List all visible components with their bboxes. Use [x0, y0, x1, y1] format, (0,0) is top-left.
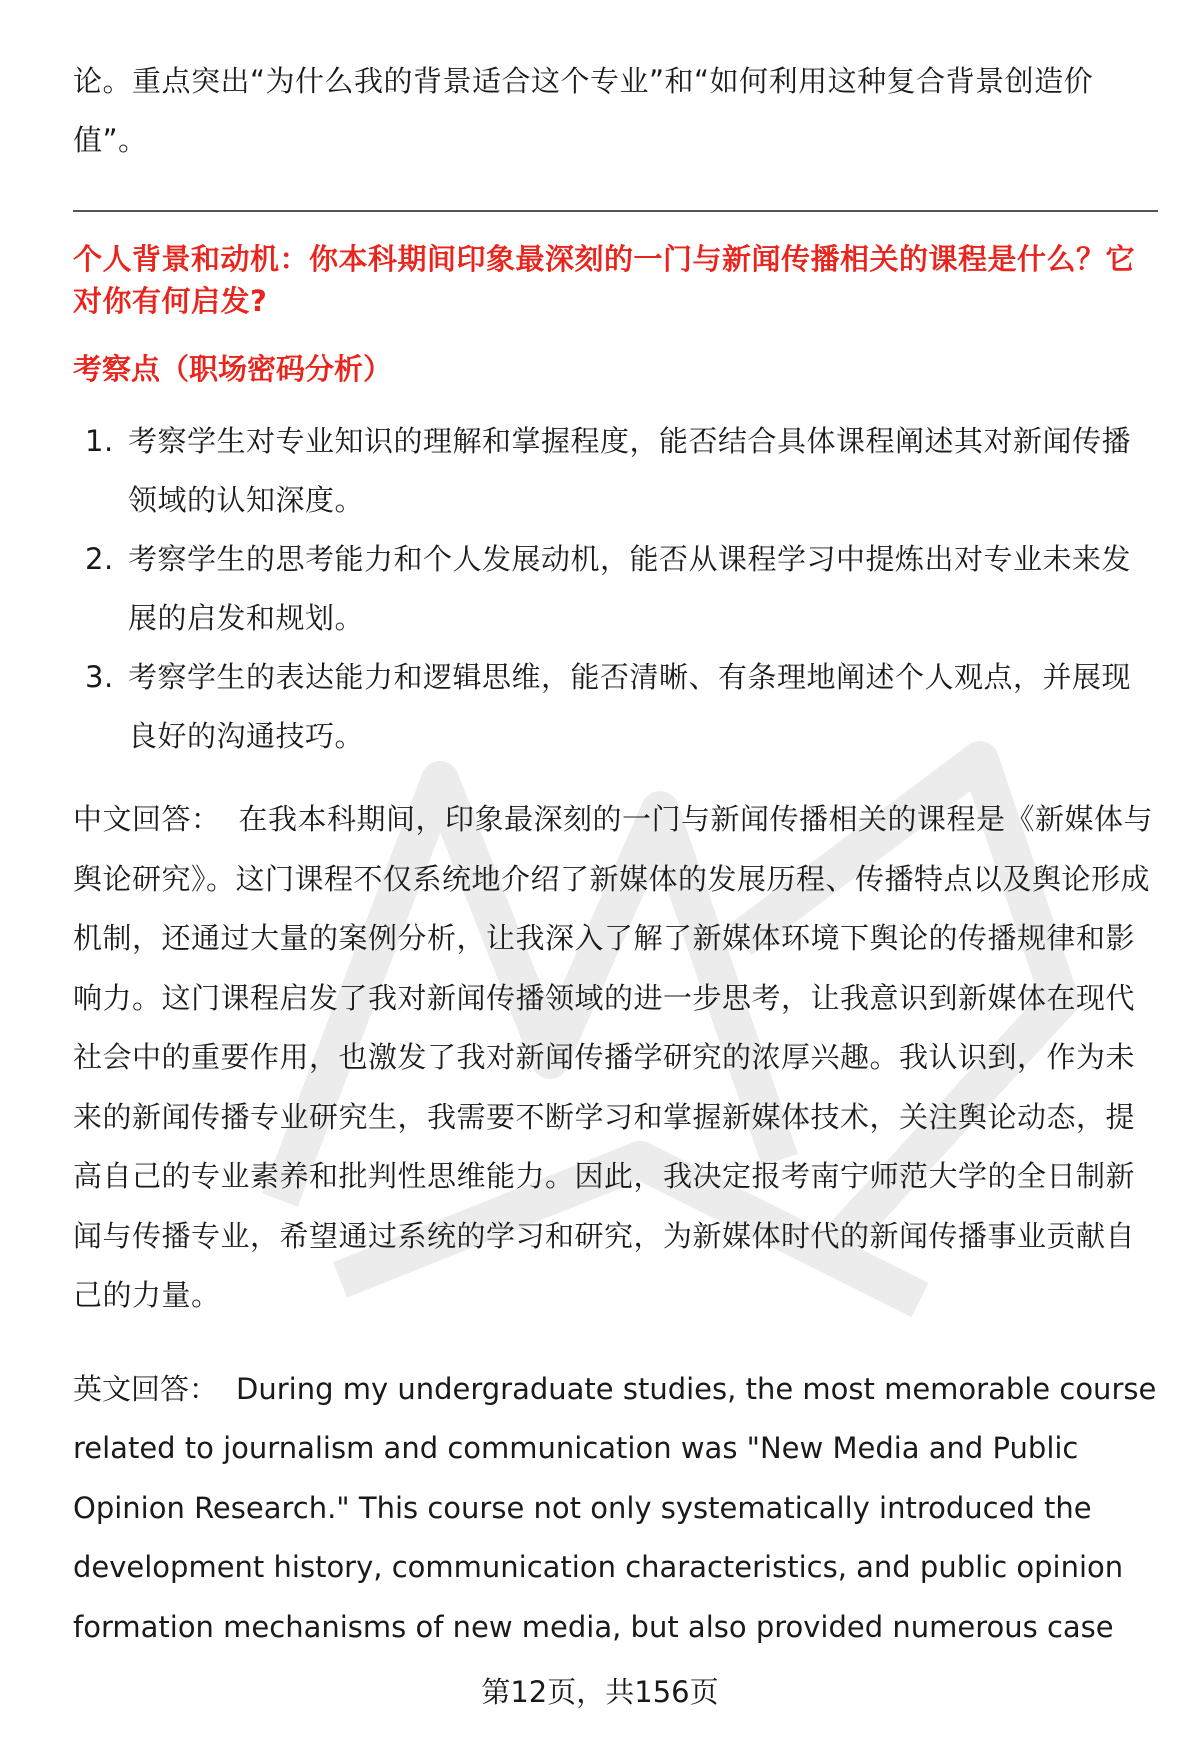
main-content	[73, 52, 1158, 1657]
chinese-answer-text: 在我本科期间，印象最深刻的一门与新闻传播相关的课程是《新媒体与舆论研究》。这门课程不仅系统地介绍了新媒体的发展历程、传播特点以及舆论形成机制，还通过大量的案例分析，让我深入了解了新媒体环境下舆论的传播规律和影响力。这门课程启发了我对新闻传播领域的进一步思考，让我意识到新媒体在现代社会中的重要作用，也激发了我对新闻传播学研究的浓厚兴趣。我认识到，作为未来的新闻传播专业研究生，我需要不断学习和掌握新媒体技术，关注舆论动态，提高自己的专业素养和批判性思维能力。因此，我决定报考南宁师范大学的全日制新闻与传播专业，希望通过系统的学习和研究，为新媒体时代的新闻传播事业贡献自己的力量。	[73, 802, 1154, 1312]
list-number: 2.	[85, 542, 114, 576]
list-number: 1.	[85, 424, 114, 458]
english-answer-label: 英文回答：	[73, 1371, 219, 1406]
list-item	[73, 412, 1158, 530]
list-text: 考察学生的表达能力和逻辑思维，能否清晰、有条理地阐述个人观点，并展现良好的沟通技巧。	[128, 660, 1132, 753]
chinese-answer-label: 中文回答：	[73, 802, 221, 836]
question-heading: 个人背景和动机：你本科期间印象最深刻的一门与新闻传播相关的课程是什么？它对你有何启发?	[73, 242, 1136, 318]
list-item	[73, 648, 1158, 766]
exam-points-heading: 考察点（职场密码分析）	[73, 352, 393, 386]
list-text: 考察学生的思考能力和个人发展动机，能否从课程学习中提炼出对专业未来发展的启发和规划。	[128, 542, 1132, 635]
intro-paragraph: 论。重点突出“为什么我的背景适合这个专业”和“如何利用这种复合背景创造价值”。	[73, 64, 1094, 157]
list-number: 3.	[85, 660, 114, 694]
section-divider	[73, 210, 1158, 212]
english-answer	[73, 1360, 1158, 1658]
exam-points-list	[73, 412, 1158, 766]
chinese-answer	[73, 790, 1158, 1326]
page-number: 第12页，共156页	[481, 1675, 719, 1709]
english-answer-text: During my undergraduate studies, the most memorable course related to journalism and communication was "New Media and Public Opinion Research." This course not only systematically introduced the development history, communication characteristics, and public opinion formation mechanisms of new media, but also provided numerous case	[73, 1371, 1157, 1644]
list-text: 考察学生对专业知识的理解和掌握程度，能否结合具体课程阐述其对新闻传播领域的认知深度。	[128, 424, 1132, 517]
list-item	[73, 530, 1158, 648]
